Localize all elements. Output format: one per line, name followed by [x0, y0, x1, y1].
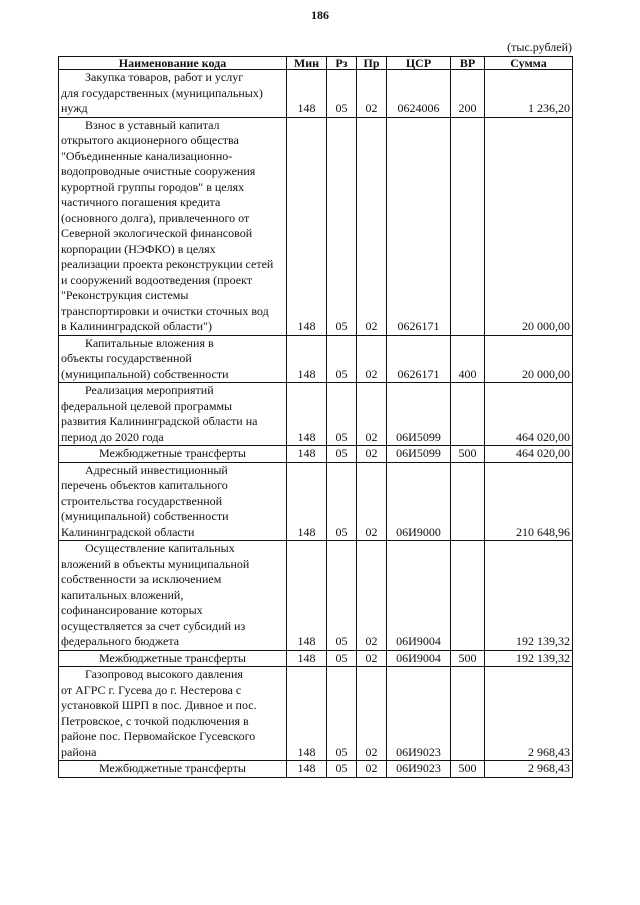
table-row [59, 761, 573, 778]
units-label: (тыс.рублей) [507, 40, 572, 54]
row-name-line: частичного погашения кредита [61, 195, 221, 209]
row-csr: 06И9023 [387, 667, 451, 761]
table-row [59, 462, 573, 541]
row-name [59, 650, 287, 667]
row-csr: 06И9004 [387, 650, 451, 667]
row-sum: 192 139,32 [485, 541, 573, 651]
row-min: 148 [287, 335, 327, 383]
header-csr: ЦСР [387, 57, 451, 70]
row-name-line: от АГРС г. Гусева до г. Нестерова с [61, 682, 242, 697]
row-name-line: перечень объектов капитального [61, 478, 228, 492]
row-name-line: развития Калининградской области на [61, 414, 258, 428]
table-body [59, 70, 573, 778]
row-vr [451, 667, 485, 761]
row-name-line: осуществляется за счет субсидий из [61, 618, 246, 633]
header-vr: ВР [451, 57, 485, 70]
table-row [59, 335, 573, 383]
row-min: 148 [287, 446, 327, 463]
header-pr: Пр [357, 57, 387, 70]
table-row [59, 650, 573, 667]
table-row [59, 117, 573, 335]
row-name-line: Закупка товаров, работ и услуг [85, 70, 244, 84]
row-name [59, 446, 287, 463]
header-sum: Сумма [485, 57, 573, 70]
row-name-line: Калининградской области [61, 524, 195, 539]
row-vr: 400 [451, 335, 485, 383]
row-name-line: нужд [61, 101, 88, 115]
row-vr: 500 [451, 650, 485, 667]
row-pr: 02 [357, 541, 387, 651]
row-vr [451, 383, 485, 446]
row-name [59, 335, 287, 383]
row-name-line: района [61, 744, 97, 759]
row-name-line: и сооружений водоотведения (проект [61, 272, 252, 287]
row-name [59, 383, 287, 446]
row-name-line: строительства государственной [61, 493, 223, 508]
row-pr: 02 [357, 650, 387, 667]
row-name-line: объекты государственной [61, 351, 192, 365]
row-name-line: Межбюджетные трансферты [99, 650, 246, 665]
row-vr: 500 [451, 446, 485, 463]
row-min: 148 [287, 117, 327, 335]
row-csr: 0626171 [387, 335, 451, 383]
row-sum: 210 648,96 [485, 462, 573, 541]
row-rz: 05 [327, 462, 357, 541]
row-name-line: Межбюджетные трансферты [99, 446, 246, 460]
row-rz: 05 [327, 335, 357, 383]
row-pr: 02 [357, 667, 387, 761]
row-vr [451, 541, 485, 651]
row-name-line: корпорации (НЭФКО) в целях [61, 241, 216, 256]
row-name-line: Реализация мероприятий [85, 383, 214, 397]
table-row [59, 446, 573, 463]
row-name-line: Петровское, с точкой подключения в [61, 713, 249, 728]
row-min: 148 [287, 761, 327, 778]
row-sum: 1 236,20 [485, 70, 573, 118]
row-sum: 2 968,43 [485, 761, 573, 778]
row-name-line: транспортировки и очистки сточных вод [61, 303, 269, 318]
header-min: Мин [287, 57, 327, 70]
row-name-line: собственности за исключением [61, 572, 222, 586]
row-name-line: открытого акционерного общества [61, 133, 239, 147]
row-rz: 05 [327, 70, 357, 118]
row-rz: 05 [327, 446, 357, 463]
row-csr: 06И9004 [387, 541, 451, 651]
header-rz: Рз [327, 57, 357, 70]
row-name-line: капитальных вложений, [61, 587, 184, 602]
row-name-line: реализации проекта реконструкции сетей [61, 257, 274, 271]
row-csr: 06И5099 [387, 383, 451, 446]
row-rz: 05 [327, 761, 357, 778]
row-name [59, 667, 287, 761]
row-pr: 02 [357, 70, 387, 118]
row-vr [451, 462, 485, 541]
row-pr: 02 [357, 383, 387, 446]
row-sum: 464 020,00 [485, 383, 573, 446]
row-sum: 20 000,00 [485, 117, 573, 335]
row-vr: 500 [451, 761, 485, 778]
row-name-line: районе пос. Первомайское Гусевского [61, 729, 256, 743]
row-name-line: Межбюджетные трансферты [99, 761, 246, 775]
row-sum: 192 139,32 [485, 650, 573, 667]
row-name-line: Адресный инвестиционный [85, 462, 228, 477]
row-pr: 02 [357, 761, 387, 778]
row-min: 148 [287, 541, 327, 651]
row-name-line: вложений в объекты муниципальной [61, 556, 250, 571]
row-rz: 05 [327, 541, 357, 651]
row-vr [451, 117, 485, 335]
row-name-line: Газопровод высокого давления [85, 667, 243, 681]
row-sum: 2 968,43 [485, 667, 573, 761]
row-name-line: для государственных (муниципальных) [61, 85, 263, 100]
row-pr: 02 [357, 117, 387, 335]
table-row [59, 541, 573, 651]
row-csr: 0626171 [387, 117, 451, 335]
row-min: 148 [287, 383, 327, 446]
row-rz: 05 [327, 383, 357, 446]
row-rz: 05 [327, 117, 357, 335]
row-name-line: Капитальные вложения в [85, 335, 214, 350]
row-name-line: "Реконструкция системы [61, 288, 189, 302]
row-pr: 02 [357, 446, 387, 463]
row-rz: 05 [327, 667, 357, 761]
row-csr: 06И9023 [387, 761, 451, 778]
row-name [59, 761, 287, 778]
header-name: Наименование кода [59, 57, 287, 70]
row-pr: 02 [357, 462, 387, 541]
row-name-line: федерального бюджета [61, 634, 180, 648]
row-csr: 0624006 [387, 70, 451, 118]
row-name-line: "Объединенные канализационно- [61, 148, 233, 163]
table-row [59, 667, 573, 761]
row-name [59, 70, 287, 118]
row-name-line: установкой ШРП в пос. Дивное и пос. [61, 698, 257, 712]
row-min: 148 [287, 650, 327, 667]
row-name-line: Взнос в уставный капитал [85, 117, 220, 132]
row-name-line: Северной экологической финансовой [61, 226, 253, 240]
row-name-line: в Калининградской области") [61, 319, 212, 333]
row-name-line: Осуществление капитальных [85, 541, 235, 555]
table-row [59, 70, 573, 118]
row-rz: 05 [327, 650, 357, 667]
row-sum: 20 000,00 [485, 335, 573, 383]
row-name-line: софинансирование которых [61, 603, 203, 617]
row-name-line: период до 2020 года [61, 429, 164, 444]
row-name [59, 117, 287, 335]
row-vr: 200 [451, 70, 485, 118]
row-csr: 06И5099 [387, 446, 451, 463]
row-pr: 02 [357, 335, 387, 383]
row-name-line: федеральной целевой программы [61, 398, 233, 413]
row-min: 148 [287, 70, 327, 118]
row-name-line: водопроводные очистные сооружения [61, 164, 256, 178]
page-number: 186 [311, 8, 329, 22]
row-name-line: курортной группы городов" в целях [61, 179, 245, 194]
row-csr: 06И9000 [387, 462, 451, 541]
row-sum: 464 020,00 [485, 446, 573, 463]
table-row [59, 383, 573, 446]
row-name-line: (муниципальной) собственности [61, 366, 229, 381]
table-header-row [59, 57, 573, 70]
row-name-line: (основного долга), привлеченного от [61, 210, 250, 225]
row-name [59, 541, 287, 651]
row-min: 148 [287, 667, 327, 761]
budget-table [58, 56, 573, 778]
row-min: 148 [287, 462, 327, 541]
row-name-line: (муниципальной) собственности [61, 509, 229, 523]
row-name [59, 462, 287, 541]
